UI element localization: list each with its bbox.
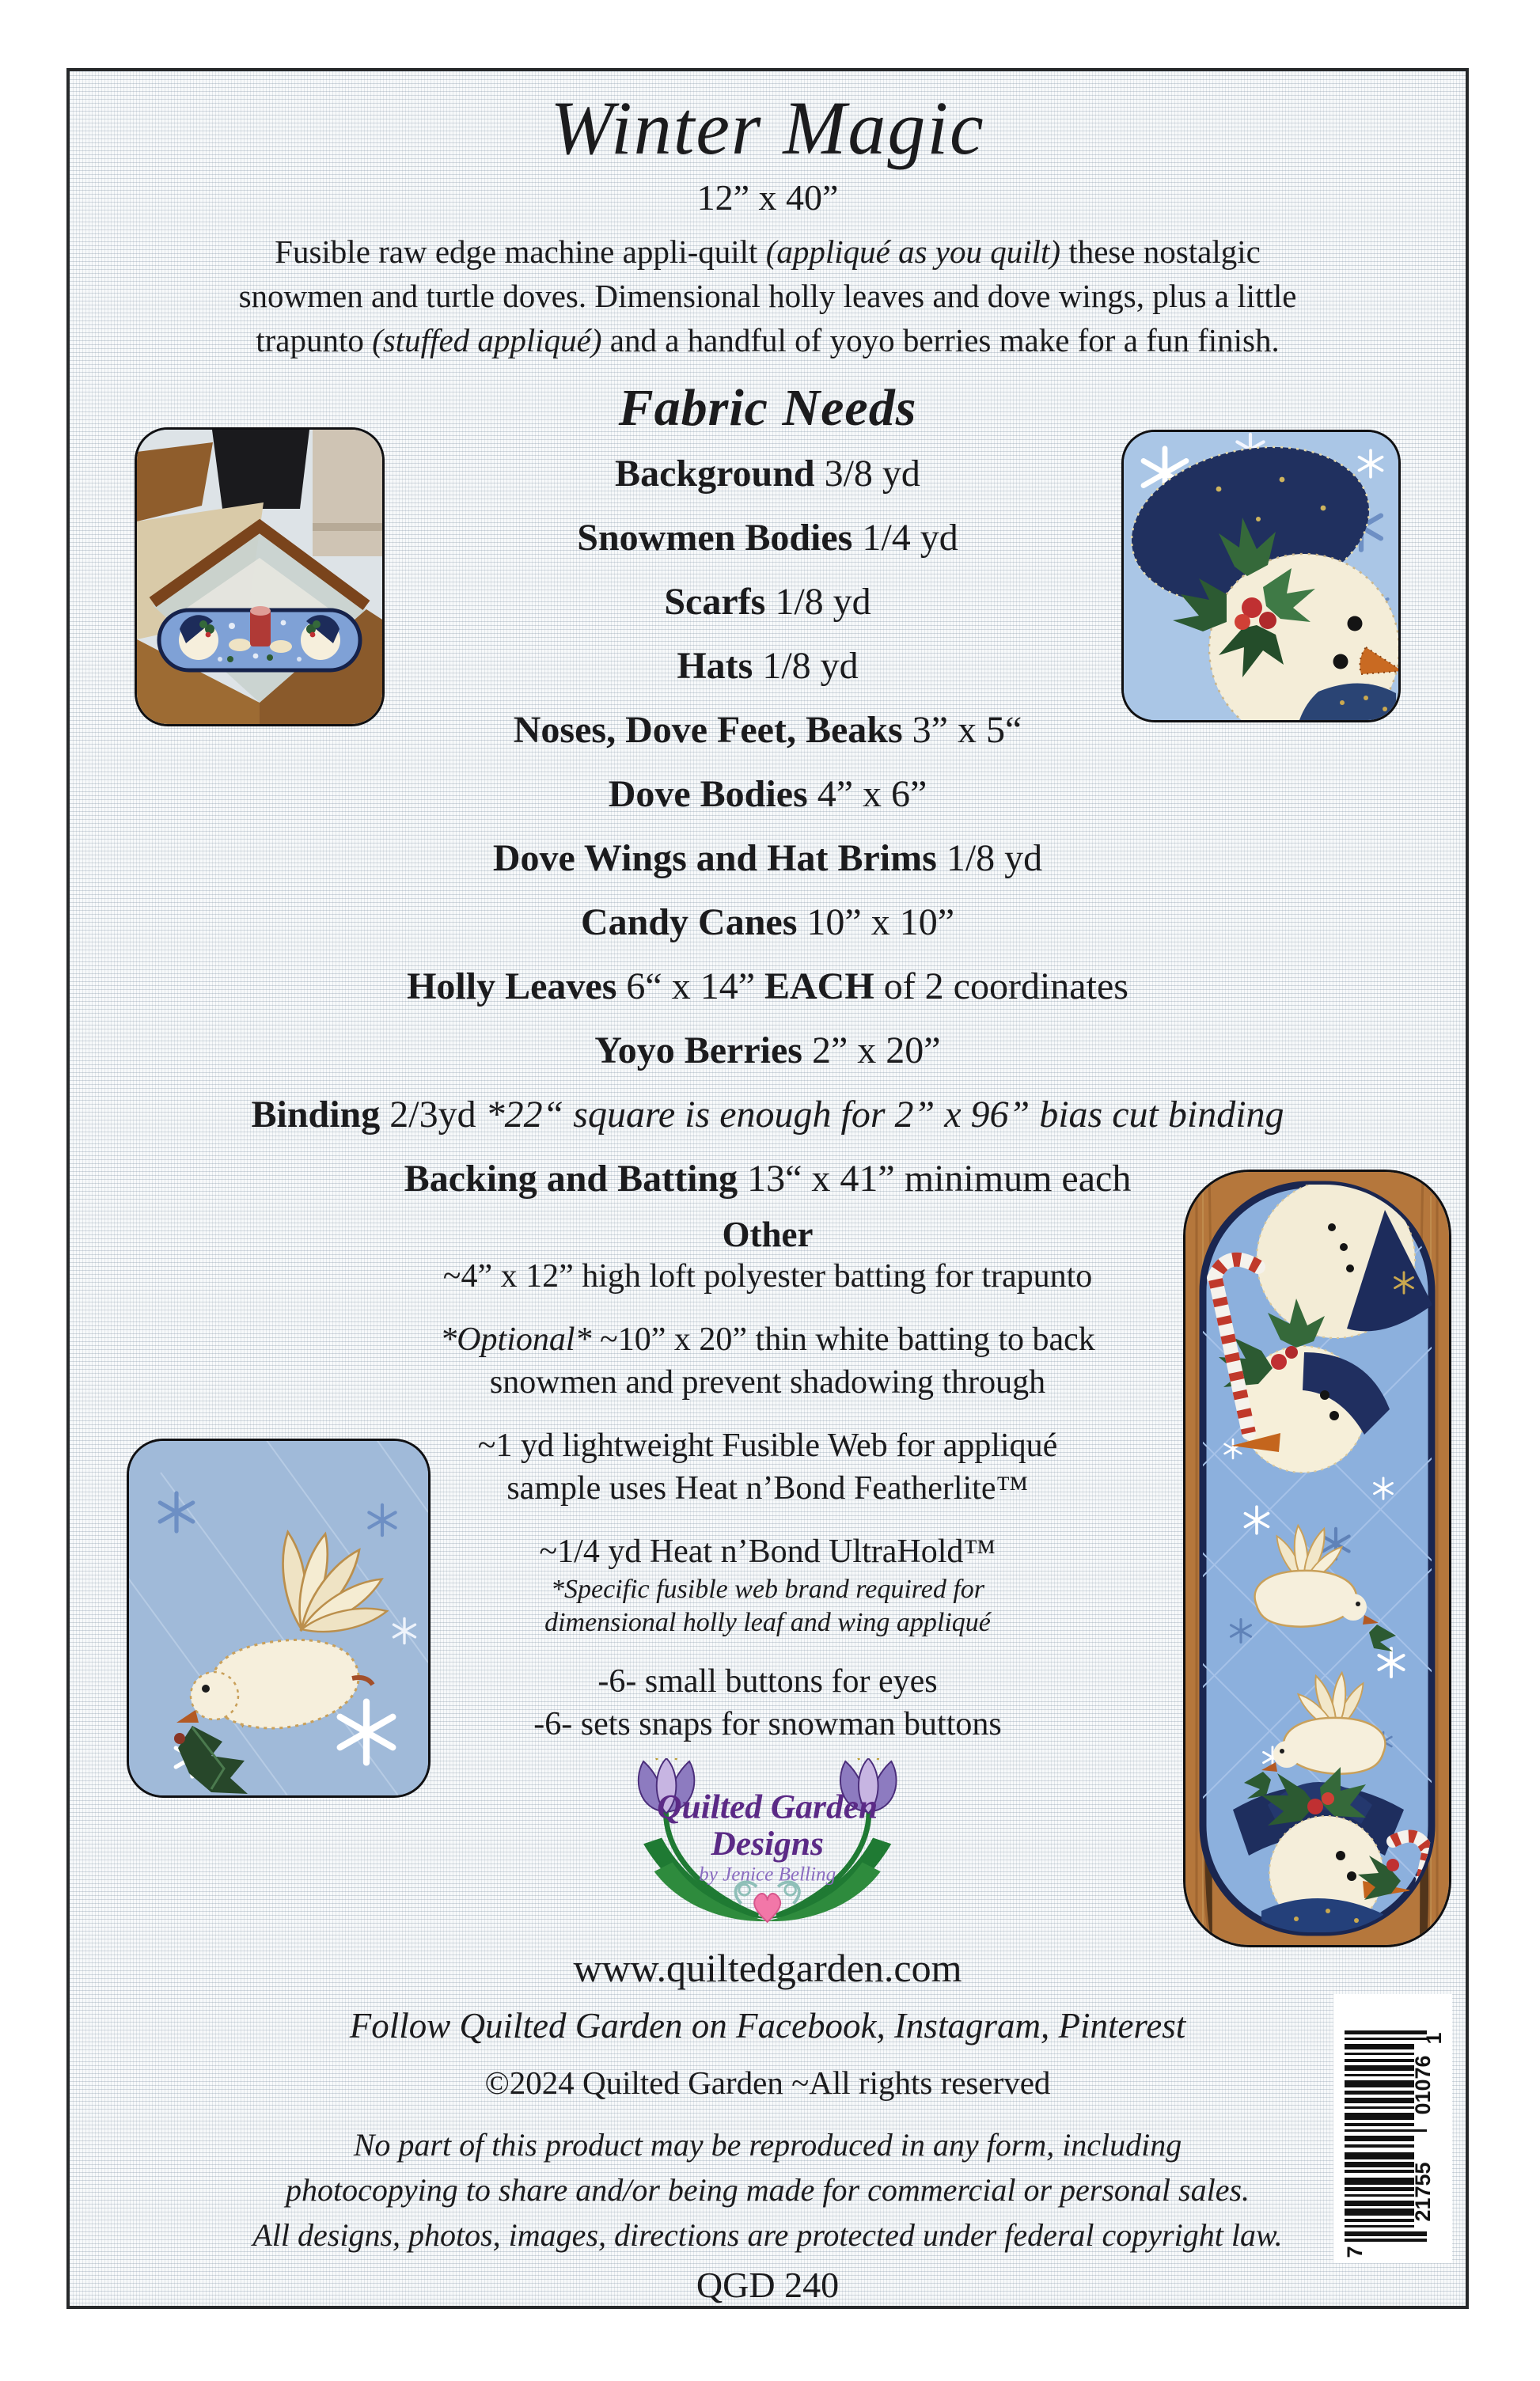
fabric-item: Binding 2/3yd *22“ square is enough for 2” x 96” bias cut binding (251, 1093, 1284, 1136)
other-supply-line: dimensional holly leaf and wing appliqué (544, 1607, 991, 1637)
fabric-item: Scarfs 1/8 yd (664, 580, 871, 623)
pattern-number: QGD 240 (696, 2264, 840, 2305)
description-line: trapunto (stuffed appliqué) and a handful of yoyo berries make for a fun finish. (256, 321, 1280, 358)
page-title: Winter Magic (550, 85, 985, 170)
other-supply-line: -6- sets snaps for snowman buttons (533, 1705, 1002, 1742)
website-url: www.quiltedgarden.com (573, 1945, 962, 1990)
legal-line: photocopying to share and/or being made for commercial or personal sales. (285, 2171, 1250, 2208)
fabric-item: Dove Wings and Hat Brims 1/8 yd (492, 836, 1043, 879)
other-supply-line: ~1/4 yd Heat n’Bond UltraHold™ (539, 1533, 996, 1570)
description-line: snowmen and turtle doves. Dimensional holly leaves and dove wings, plus a little (238, 277, 1297, 314)
runner (159, 606, 360, 670)
logo-graphic (599, 1758, 935, 1942)
photo-snowman-closeup (1121, 430, 1401, 722)
runner-full-illustration (1185, 1172, 1449, 1945)
dove-head (191, 1672, 238, 1719)
other-supply-line: -6- small buttons for eyes (597, 1663, 938, 1700)
fabric-needs-heading: Fabric Needs (618, 378, 917, 437)
upc-barcode (1333, 1994, 1452, 2263)
other-supply-line: ~1 yd lightweight Fusible Web for appliqué (477, 1427, 1058, 1464)
snowman-eye (1333, 654, 1348, 669)
dove-eye (202, 1685, 210, 1693)
upc-barcode-graphic (1333, 1994, 1452, 2263)
fabric-item: Background 3/8 yd (615, 452, 920, 495)
fabric-item: Backing and Batting 13“ x 41” minimum each (404, 1157, 1132, 1200)
social-line: Follow Quilted Garden on Facebook, Instagram, Pinterest (349, 2005, 1186, 2045)
logo-byline: by Jenice Belling (699, 1863, 836, 1886)
description-line: Fusible raw edge machine appli-quilt (appliqué as you quilt) these nostalgic (275, 233, 1261, 270)
finished-size: 12” x 40” (696, 176, 839, 218)
chair (313, 430, 382, 556)
other-supply-line: snowmen and prevent shadowing through (489, 1363, 1046, 1401)
legal-line: No part of this product may be reproduced in any form, including (353, 2126, 1182, 2163)
other-heading: Other (722, 1214, 814, 1254)
barcode-digit-right: 1 (1422, 2032, 1446, 2045)
logo-name: Quilted Garden (657, 1788, 878, 1826)
dove-closeup-illustration (129, 1441, 428, 1795)
other-supply-line: ~4” x 12” high loft polyester batting for trapunto (442, 1257, 1093, 1295)
photo-dove-closeup (127, 1439, 431, 1798)
other-supply-line: sample uses Heat n’Bond Featherlite™ (506, 1469, 1029, 1507)
fabric-item: Snowmen Bodies 1/4 yd (577, 516, 958, 559)
barcode-digits-upper: 01076 (1411, 2055, 1435, 2115)
dove-left (229, 639, 251, 651)
fabric-item: Noses, Dove Feet, Beaks 3” x 5“ (513, 708, 1022, 751)
other-supply-line: *Specific fusible web brand required for (550, 1574, 985, 1604)
snowman-eye (1348, 616, 1363, 631)
barcode-digits-lower: 21755 (1411, 2162, 1435, 2222)
logo-name2: Designs (711, 1824, 825, 1863)
photo-runner-on-table (135, 427, 385, 726)
fabric-item: Candy Canes 10” x 10” (580, 900, 954, 943)
fabric-item: Holly Leaves 6“ x 14” EACH of 2 coordinates (407, 965, 1128, 1007)
fabric-item: Dove Bodies 4” x 6” (608, 772, 927, 815)
runner-on-table-illustration (137, 430, 382, 724)
snowman-closeup-illustration (1124, 432, 1398, 720)
copyright-line: ©2024 Quilted Garden ~All rights reserved (484, 2064, 1051, 2101)
barcode-digit-left: 7 (1343, 2246, 1367, 2258)
fabric-item: Yoyo Berries 2” x 20” (594, 1029, 941, 1071)
other-supply-line: *Optional* ~10” x 20” thin white batting to back (440, 1321, 1095, 1358)
pattern-description (70, 229, 1466, 362)
legal-notice (70, 2122, 1466, 2258)
legal-line: All designs, photos, images, directions are protected under federal copyright law. (252, 2216, 1283, 2253)
dove-right (270, 640, 292, 653)
stove (212, 430, 309, 509)
fabric-item: Hats 1/8 yd (677, 644, 859, 687)
photo-runner-full (1183, 1170, 1451, 1947)
